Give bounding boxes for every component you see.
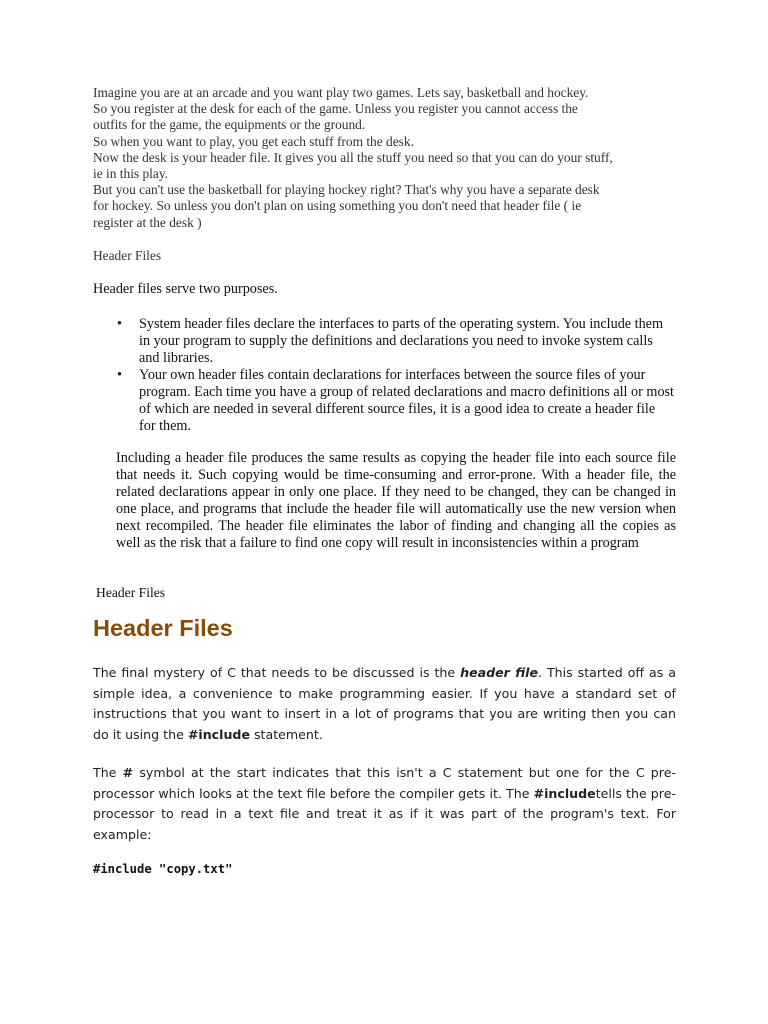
p2-text-b: symbol at the start indicates that this isn't a C statement but one for the C pre-processor which looks at the text file before the compiler gets it. The — [93, 765, 676, 801]
header-file-emphasis: header file — [460, 665, 539, 680]
preprocessor-paragraph — [93, 763, 676, 845]
section-label-header-files: Header Files — [93, 248, 162, 263]
list-item-text: System header files declare the interfaces to parts of the operating system. You include them in your program to supply the definitions and declarations you need to invoke system calls and libraries. — [139, 316, 663, 366]
intro-line: So when you want to play, you get each stuff from the desk. — [93, 133, 414, 149]
p2-text-a: The — [93, 765, 123, 780]
intro-line: register at the desk ) — [93, 214, 202, 230]
bullet-icon: • — [117, 316, 122, 332]
intro-line: ie in this play. — [93, 166, 169, 182]
include-paragraph: Including a header file produces the same results as copying the header file into each source file that needs it. Such copying would be time-consuming and error-prone. With a header file, the related declarations appear in only one place. If they need to be changed, they can be changed in one place, and programs that include the header file will automatically use the new version when next recompiled. The header file eliminates the labor of finding and changing all the copies as well as the risk that a failure to find one copy will result in inconsistencies within a program — [116, 450, 676, 552]
code-example: #include "copy.txt" — [93, 862, 233, 876]
list-item-text: Your own header files contain declarations for interfaces between the source files of your program. Each time you have a group of related declarations and macro definitions all or most of which are needed in several different source files, it is a good idea to create a header file for them. — [139, 367, 675, 434]
intro-line: Now the desk is your header file. It gives you all the stuff you need so that you can do your stuff, — [93, 149, 613, 165]
intro-line: outfits for the game, the equipments or the ground. — [93, 117, 366, 133]
purposes-list — [115, 316, 675, 435]
p1-text-c: statement. — [249, 726, 323, 742]
include-keyword: #include — [187, 726, 250, 742]
intro-line: for hockey. So unless you don't plan on using something you don't need that header file ( ie — [93, 198, 582, 214]
list-item — [115, 316, 675, 367]
list-item — [115, 367, 675, 435]
p1-text-a: The final mystery of C that needs to be discussed is the — [93, 665, 461, 680]
purposes-sentence: Header files serve two purposes. — [93, 281, 278, 297]
mystery-paragraph — [93, 663, 676, 745]
include-keyword-2: #include — [533, 785, 596, 801]
bullet-icon: • — [117, 367, 122, 383]
p1-text-b: . This started off as a simple idea, a convenience to make programming easier. If you have a standard set of instructions that you want to insert in a lot of programs that you are writing then you can do it using the — [93, 665, 676, 742]
intro-text — [93, 85, 683, 231]
p2-text-c: tells the pre-processor to read in a text file and treat it as if it was part of the program's text. For example: — [93, 785, 676, 842]
intro-line: Imagine you are at an arcade and you want play two games. Lets say, basketball and hockey. — [93, 85, 589, 100]
header-files-heading: Header Files — [93, 615, 233, 641]
section-label-header-files-2: Header Files — [96, 585, 166, 600]
intro-line: But you can't use the basketball for playing hockey right? That's why you have a separate desk — [93, 182, 600, 198]
intro-line: So you register at the desk for each of the game. Unless you register you cannot access the — [93, 101, 578, 117]
hash-symbol: # — [122, 765, 134, 780]
